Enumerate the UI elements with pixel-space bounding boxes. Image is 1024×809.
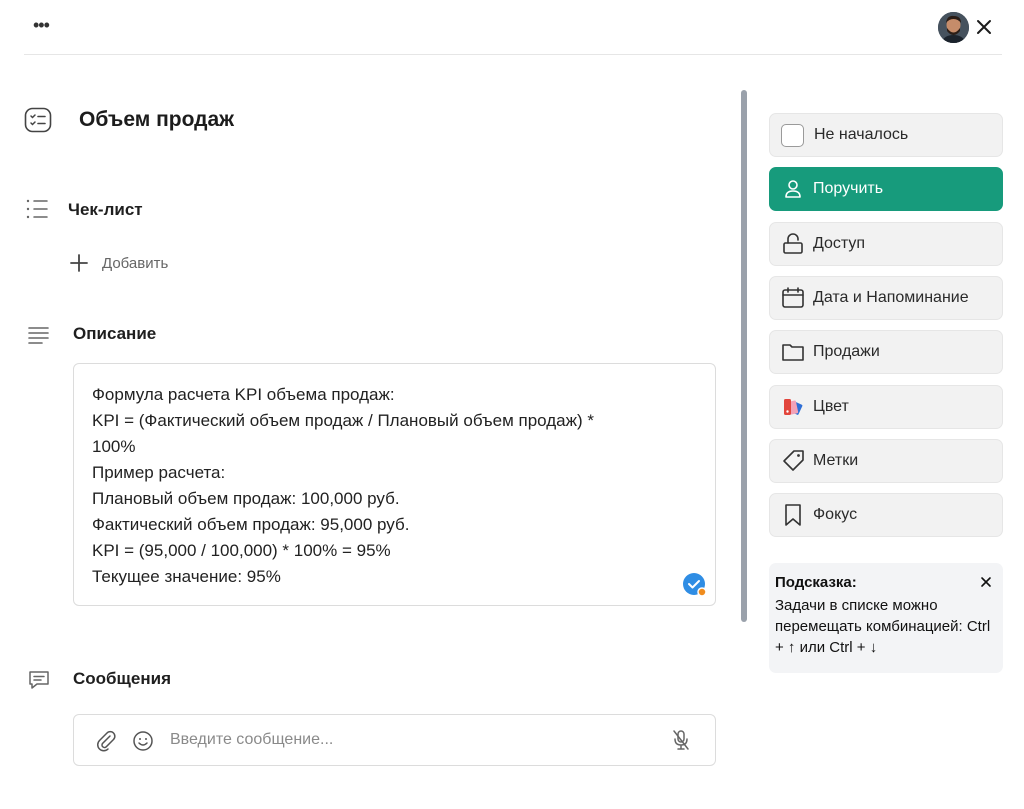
description-line: Плановый объем продаж: 100,000 руб. bbox=[92, 489, 400, 508]
tag-icon bbox=[781, 449, 805, 473]
add-checklist-item-button[interactable] bbox=[70, 252, 168, 274]
message-composer bbox=[73, 714, 716, 766]
project-button[interactable] bbox=[769, 330, 1003, 374]
status-checkbox[interactable] bbox=[781, 124, 804, 147]
tags-button[interactable] bbox=[769, 439, 1003, 483]
focus-button[interactable] bbox=[769, 493, 1003, 537]
description-line: Текущее значение: 95% bbox=[92, 567, 281, 586]
calendar-icon bbox=[781, 286, 805, 310]
checklist-title: Чек-лист bbox=[68, 200, 143, 219]
access-button[interactable] bbox=[769, 222, 1003, 266]
access-label: Доступ bbox=[813, 235, 866, 252]
more-icon[interactable]: ••• bbox=[33, 15, 49, 35]
checklist-icon bbox=[25, 197, 49, 221]
assign-label: Поручить bbox=[813, 180, 884, 197]
hint-text: Задачи в списке можно перемещать комбинацией: Ctrl + ↑ или Ctrl + ↓ bbox=[775, 597, 991, 656]
messages-title: Сообщения bbox=[73, 669, 171, 688]
hint-title: Подсказка: bbox=[775, 574, 857, 591]
description-line: KPI = (Фактический объем продаж / Плановый объем продаж) * bbox=[92, 411, 594, 430]
person-icon bbox=[781, 177, 805, 201]
avatar[interactable] bbox=[938, 12, 969, 43]
paperclip-icon[interactable] bbox=[94, 729, 118, 753]
color-button[interactable] bbox=[769, 385, 1003, 429]
page-title[interactable]: Объем продаж bbox=[79, 108, 235, 131]
hint-panel bbox=[769, 563, 1003, 673]
close-icon[interactable] bbox=[979, 575, 993, 589]
description-line: 100% bbox=[92, 437, 136, 456]
status-label: Не началось bbox=[814, 126, 909, 143]
check-badge-icon[interactable] bbox=[683, 573, 707, 597]
description-editor[interactable] bbox=[73, 363, 716, 606]
focus-label: Фокус bbox=[813, 506, 858, 523]
description-line: Формула расчета KPI объема продаж: bbox=[92, 385, 395, 404]
status-button[interactable] bbox=[769, 113, 1003, 157]
description-title: Описание bbox=[73, 324, 157, 343]
add-label: Добавить bbox=[102, 254, 169, 272]
folder-icon bbox=[781, 340, 805, 364]
close-icon[interactable] bbox=[972, 15, 996, 39]
tags-label: Метки bbox=[813, 452, 859, 469]
date-reminder-label: Дата и Напоминание bbox=[813, 289, 969, 306]
task-list-icon bbox=[24, 107, 52, 133]
palette-icon bbox=[781, 395, 805, 419]
description-line: Пример расчета: bbox=[92, 463, 226, 482]
bookmark-icon bbox=[781, 503, 805, 527]
lock-icon bbox=[781, 232, 805, 256]
description-icon bbox=[27, 323, 51, 347]
top-bar bbox=[24, 0, 1002, 55]
color-label: Цвет bbox=[813, 398, 849, 415]
smile-icon[interactable] bbox=[131, 729, 155, 753]
message-input[interactable] bbox=[170, 725, 650, 755]
assign-button[interactable] bbox=[769, 167, 1003, 211]
description-line: KPI = (95,000 / 100,000) * 100% = 95% bbox=[92, 541, 391, 560]
project-label: Продажи bbox=[813, 343, 880, 360]
date-reminder-button[interactable] bbox=[769, 276, 1003, 320]
plus-icon bbox=[70, 254, 88, 272]
scrollbar[interactable] bbox=[741, 90, 747, 622]
description-line: Фактический объем продаж: 95,000 руб. bbox=[92, 515, 410, 534]
mic-off-icon[interactable] bbox=[669, 728, 693, 752]
messages-icon bbox=[27, 668, 51, 692]
